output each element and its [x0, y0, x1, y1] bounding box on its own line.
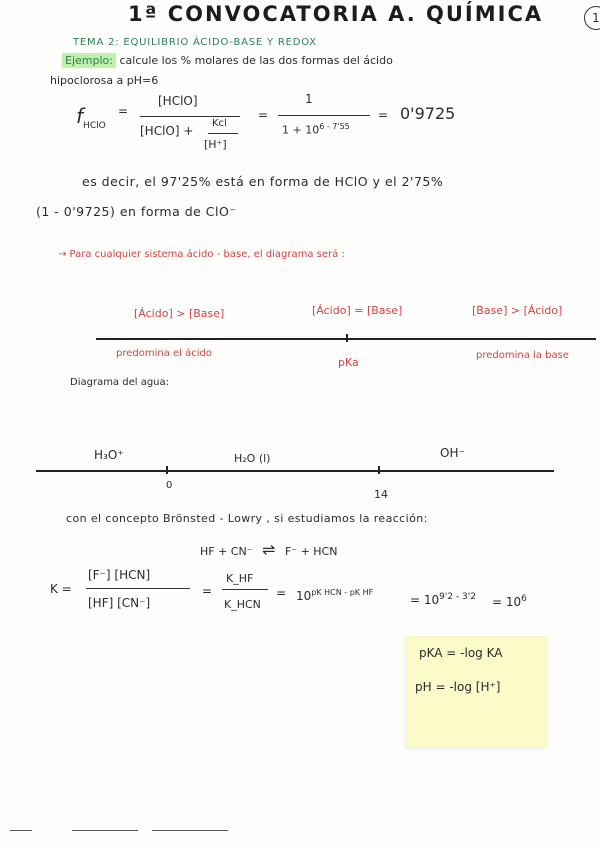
footer-line-1 [10, 830, 32, 831]
diagram2-label-0: 0 [166, 480, 173, 491]
fraction1-bar [140, 116, 240, 117]
k-power2: = $10^{9'2 - 3'2}$ [410, 592, 476, 607]
sticky-note-line2: pH = -log [H⁺] [415, 680, 501, 694]
diagram2-title: Diagrama del agua: [70, 377, 170, 388]
bronsted-text: con el concepto Brönsted - Lowry , si estudiamos la reacción: [66, 512, 428, 525]
diagram1-pka-label: pKa [338, 356, 359, 369]
diagram2-label-14: 14 [374, 488, 388, 501]
conclusion-line2: (1 - 0'9725) en forma de ClO⁻ [36, 204, 237, 219]
footer-line-3 [152, 830, 228, 831]
footer-line-2 [72, 830, 138, 831]
k-lhs: K = [50, 582, 72, 596]
reaction-right: F⁻ + HCN [284, 545, 338, 558]
k-fraction1-numerator: [F⁻] [HCN] [88, 568, 151, 582]
diagram1-right-below: predomina la base [476, 350, 569, 361]
conclusion-line1: es decir, el 97'25% está en forma de HClO y el 2'75% [82, 174, 444, 189]
reaction [200, 540, 337, 559]
k-fraction2-numerator: K_HF [226, 572, 254, 585]
diagram1-pka-tick [346, 334, 348, 342]
fraction2-denominator: $1 + 10^{6 - 7'55}$ [282, 122, 350, 137]
fraction1-inner-bar [208, 133, 238, 134]
equals-sign-2: = [258, 108, 269, 122]
example-label: Ejemplo: [62, 53, 116, 68]
k-fraction2-bar [222, 589, 268, 590]
reaction-left: HF + CN⁻ [200, 545, 253, 558]
fraction1-h: [H⁺] [204, 138, 227, 151]
page-number: 1 [584, 6, 600, 30]
k-fraction1-denominator: [HF] [CN⁻] [88, 596, 151, 610]
diagram2-left-label: H₃O⁺ [94, 448, 124, 462]
diagram1-mid-label: [Ácido] = [Base] [312, 304, 403, 317]
diagram2-tick-14 [378, 466, 380, 474]
section-subtitle: TEMA 2: EQUILIBRIO ÁCIDO-BASE Y REDOX [73, 37, 317, 48]
k-fraction2-denominator: K_HCN [224, 598, 261, 611]
k-power1: $10^{pK HCN - pK HF}$ [296, 588, 374, 603]
example-statement-text: calcule los % molares de las dos formas del ácido [119, 54, 393, 67]
equals-sign-1: = [118, 104, 129, 118]
page-title: 1ª CONVOCATORIA A. QUÍMICA [128, 2, 544, 26]
fraction1-denominator-a: [HClO] + [140, 124, 194, 138]
diagram2-mid-label: H₂O (l) [234, 452, 271, 465]
fraction2-numerator: 1 [305, 92, 313, 106]
fraction2-bar [278, 115, 370, 116]
diagram2-tick-0 [166, 466, 168, 474]
k-equals-1: = [202, 584, 213, 598]
fraction1-k: Kcl [212, 118, 227, 129]
equilibrium-arrow-icon: ⇌ [262, 540, 276, 559]
diagram1-right-label: [Base] > [Ácido] [472, 304, 563, 317]
diagram1-left-below: predomina el ácido [116, 348, 213, 359]
diagram1-left-label: [Ácido] > [Base] [134, 307, 225, 320]
equals-sign-3: = [378, 108, 389, 122]
diagram1-intro: → Para cualquier sistema ácido - base, el diagrama será : [58, 249, 345, 260]
diagram2-axis [36, 470, 554, 472]
k-equals-2: = [276, 586, 287, 600]
k-fraction1-bar [86, 588, 190, 589]
f-symbol: $f_{HClO}$ [76, 104, 106, 131]
result-value: 0'9725 [400, 104, 456, 123]
k-power3: = $10^6$ [492, 594, 527, 609]
sticky-note [405, 636, 547, 748]
diagram2-right-label: OH⁻ [440, 446, 465, 460]
fraction1-numerator: [HClO] [158, 94, 198, 108]
example-statement-line1 [62, 54, 393, 67]
sticky-note-line1: pKA = -log KA [419, 646, 503, 660]
example-statement-line2: hipoclorosa a pH=6 [50, 74, 159, 87]
